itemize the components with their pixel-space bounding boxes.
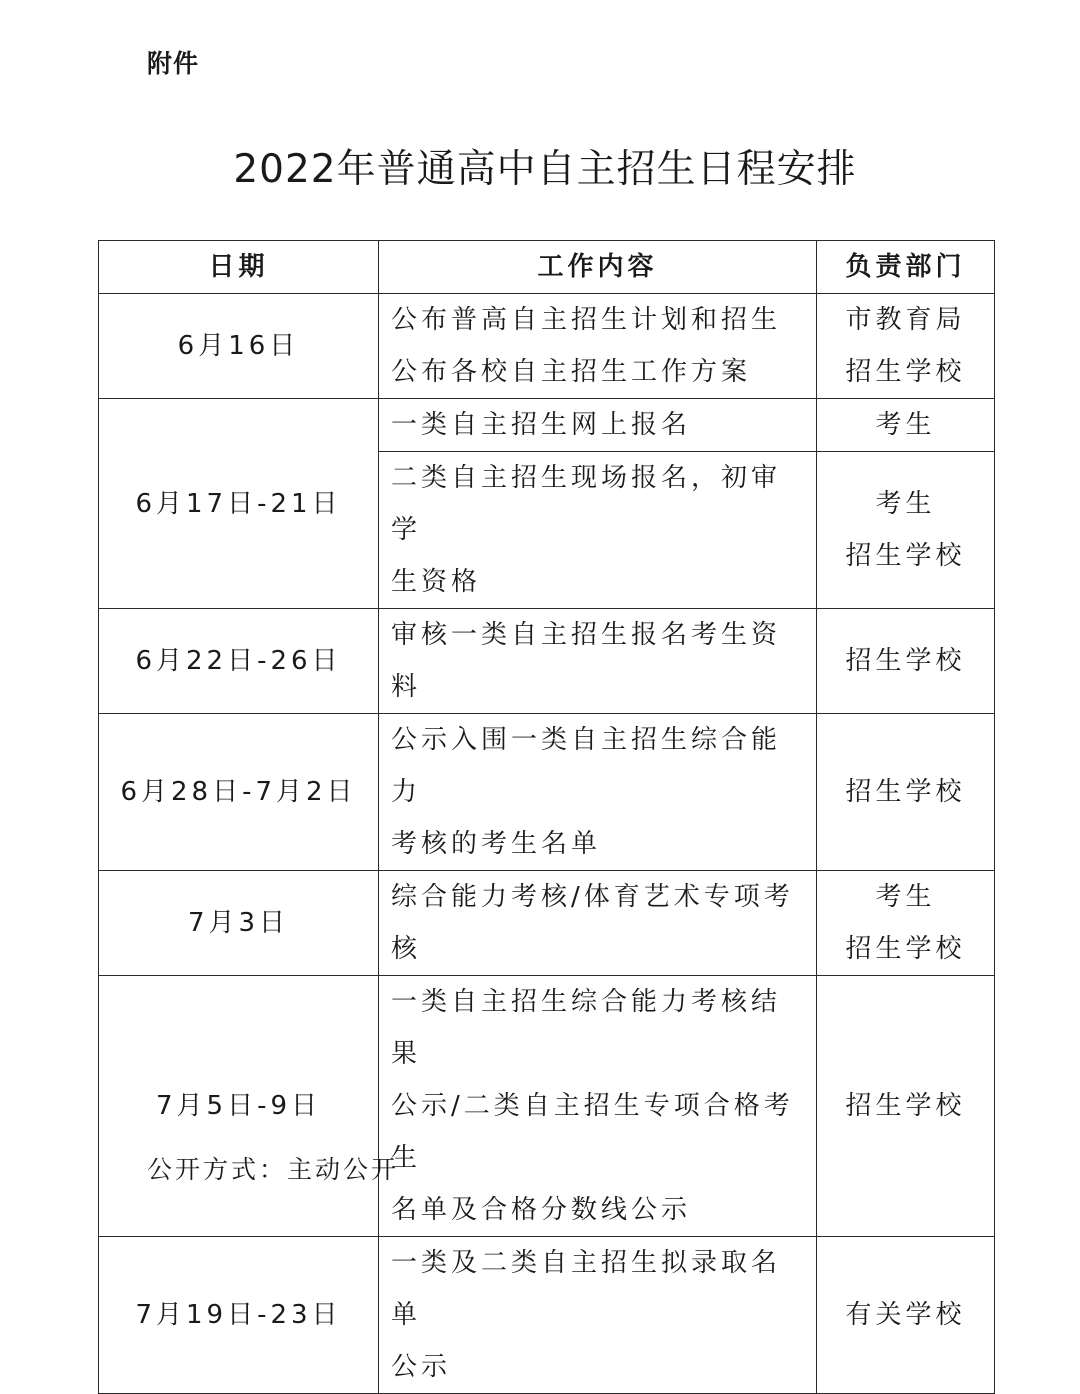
table-row [99, 399, 995, 452]
table-row [99, 871, 995, 976]
content-line: 一类自主招生综合能力考核结果 [391, 987, 782, 1069]
content-cell [379, 399, 817, 452]
content-cell [379, 976, 817, 1237]
dept-cell [817, 294, 995, 399]
content-line: 公示/二类自主招生专项合格考生 [391, 1091, 794, 1173]
dept-line: 招生学校 [845, 646, 966, 676]
content-cell [379, 294, 817, 399]
date-cell: 6月28日-7月2日 [99, 714, 379, 871]
content-line: 综合能力考核/体育艺术专项考核 [391, 882, 794, 964]
date-cell: 6月16日 [99, 294, 379, 399]
date-cell: 7月3日 [99, 871, 379, 976]
dept-cell [817, 609, 995, 714]
dept-line: 考生 [875, 882, 936, 912]
schedule-table [98, 240, 995, 1394]
content-line: 名单及合格分数线公示 [391, 1195, 692, 1225]
content-cell [379, 609, 817, 714]
date-cell: 6月22日-26日 [99, 609, 379, 714]
dept-cell [817, 714, 995, 871]
header-dept: 负责部门 [817, 241, 995, 294]
content-line: 一类及二类自主招生拟录取名单 [391, 1248, 782, 1330]
disclosure-note: 公开方式：主动公开 [147, 1155, 400, 1184]
content-cell [379, 452, 817, 609]
table-row [99, 294, 995, 399]
table-row [99, 609, 995, 714]
date-cell: 7月19日-23日 [99, 1237, 379, 1394]
dept-cell [817, 871, 995, 976]
dept-line: 招生学校 [845, 541, 966, 571]
table-row [99, 976, 995, 1237]
dept-line: 有关学校 [845, 1300, 966, 1330]
table-header-row [99, 241, 995, 294]
content-line: 二类自主招生现场报名，初审学 [391, 463, 782, 545]
content-cell [379, 714, 817, 871]
content-cell [379, 871, 817, 976]
content-line: 公示入围一类自主招生综合能力 [391, 725, 782, 807]
dept-cell [817, 1237, 995, 1394]
content-cell [379, 1237, 817, 1394]
date-cell: 7月5日-9日 [99, 976, 379, 1237]
content-line: 公布各校自主招生工作方案 [391, 357, 752, 387]
dept-line: 考生 [875, 410, 936, 440]
dept-line: 招生学校 [845, 1091, 966, 1121]
table-row [99, 714, 995, 871]
page-title: 2022年普通高中自主招生日程安排 [233, 147, 857, 192]
dept-line: 市教育局 [845, 305, 966, 335]
table-row [99, 1237, 995, 1394]
content-line: 公示 [391, 1352, 452, 1382]
content-line: 生资格 [391, 567, 482, 597]
content-line: 一类自主招生网上报名 [391, 410, 692, 440]
header-date: 日期 [99, 241, 379, 294]
dept-line: 招生学校 [845, 357, 966, 387]
content-line: 公布普高自主招生计划和招生 [391, 305, 782, 335]
content-line: 审核一类自主招生报名考生资料 [391, 620, 782, 702]
dept-cell [817, 976, 995, 1237]
dept-line: 招生学校 [845, 777, 966, 807]
date-cell: 6月17日-21日 [99, 399, 379, 609]
dept-cell [817, 452, 995, 609]
header-content: 工作内容 [379, 241, 817, 294]
attachment-label: 附件 [147, 49, 200, 78]
dept-cell [817, 399, 995, 452]
content-line: 考核的考生名单 [391, 829, 602, 859]
dept-line: 考生 [875, 489, 936, 519]
dept-line: 招生学校 [845, 934, 966, 964]
